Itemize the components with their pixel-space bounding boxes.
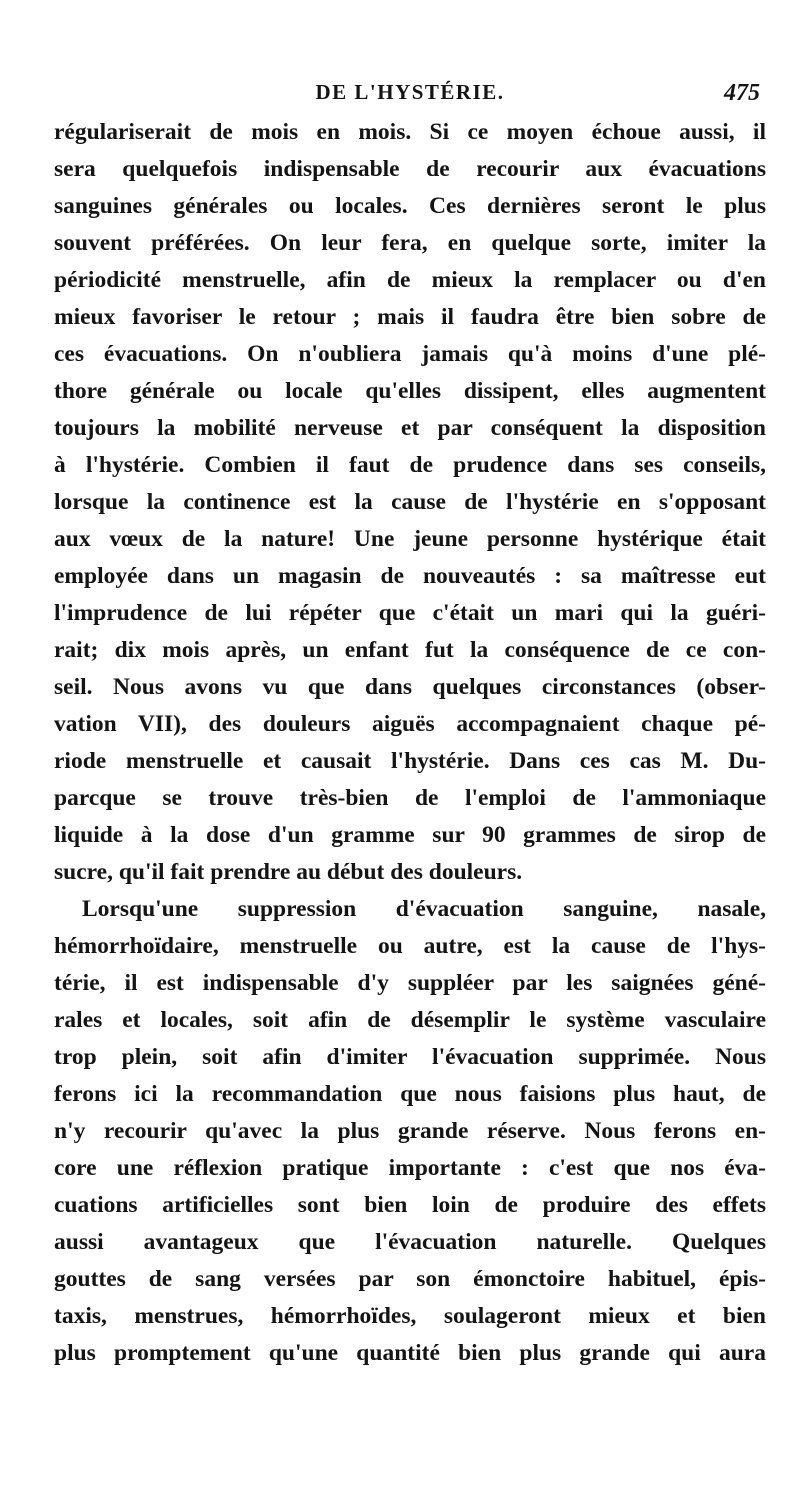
text-line: toujours la mobilité nerveuse et par conséquent la disposition	[54, 415, 766, 441]
text-line: rait; dix mois après, un enfant fut la conséquence de ce con-	[54, 637, 766, 663]
text-line: parcque se trouve très-bien de l'emploi de l'ammoniaque	[54, 785, 766, 811]
text-line: trop plein, soit afin d'imiter l'évacuation supprimée. Nous	[54, 1044, 766, 1070]
text-line: périodicité menstruelle, afin de mieux la remplacer ou d'en	[54, 267, 766, 293]
text-line: n'y recourir qu'avec la plus grande réserve. Nous ferons en-	[54, 1118, 766, 1144]
body-text	[54, 114, 766, 1372]
text-line: vation VII), des douleurs aiguës accompagnaient chaque pé-	[54, 711, 766, 737]
text-line: ces évacuations. On n'oubliera jamais qu'à moins d'une plé-	[54, 341, 766, 367]
text-line: térie, il est indispensable d'y suppléer par les saignées géné-	[54, 970, 766, 996]
text-line: aux vœux de la nature! Une jeune personne hystérique était	[54, 526, 766, 552]
text-line: sanguines générales ou locales. Ces dernières seront le plus	[54, 193, 766, 219]
text-line: plus promptement qu'une quantité bien plus grande qui aura	[54, 1340, 766, 1366]
text-line: régulariserait de mois en mois. Si ce moyen échoue aussi, il	[54, 119, 766, 145]
text-line: Lorsqu'une suppression d'évacuation sanguine, nasale,	[82, 896, 766, 922]
paragraph-1	[54, 114, 766, 891]
text-line: ferons ici la recommandation que nous faisions plus haut, de	[54, 1081, 766, 1107]
text-line: souvent préférées. On leur fera, en quelque sorte, imiter la	[54, 230, 766, 256]
text-line: riode menstruelle et causait l'hystérie. Dans ces cas M. Du-	[54, 748, 766, 774]
text-line: mieux favoriser le retour ; mais il faudra être bien sobre de	[54, 304, 766, 330]
running-title: DE L'HYSTÉRIE.	[315, 80, 505, 104]
text-line: taxis, menstrues, hémorrhoïdes, soulageront mieux et bien	[54, 1303, 766, 1329]
text-line: thore générale ou locale qu'elles dissipent, elles augmentent	[54, 378, 766, 404]
text-line: lorsque la continence est la cause de l'hystérie en s'opposant	[54, 489, 766, 515]
text-line: rales et locales, soit afin de désemplir le système vasculaire	[54, 1007, 766, 1033]
text-line: sucre, qu'il fait prendre au début des douleurs.	[54, 859, 523, 885]
text-line: gouttes de sang versées par son émonctoire habituel, épis-	[54, 1266, 766, 1292]
text-line: l'imprudence de lui répéter que c'était un mari qui la guéri-	[54, 600, 766, 626]
text-line: à l'hystérie. Combien il faut de prudence dans ses conseils,	[54, 452, 766, 478]
paragraph-2	[54, 891, 766, 1372]
text-line: seil. Nous avons vu que dans quelques circonstances (obser-	[54, 674, 766, 700]
text-line: liquide à la dose d'un gramme sur 90 grammes de sirop de	[54, 822, 766, 848]
running-head	[60, 80, 760, 110]
text-line: core une réflexion pratique importante : c'est que nos éva-	[54, 1155, 766, 1181]
text-line: cuations artificielles sont bien loin de produire des effets	[54, 1192, 766, 1218]
text-line: aussi avantageux que l'évacuation naturelle. Quelques	[54, 1229, 766, 1255]
text-line: sera quelquefois indispensable de recourir aux évacuations	[54, 156, 766, 182]
page-number: 475	[724, 80, 760, 106]
text-line: hémorrhoïdaire, menstruelle ou autre, est la cause de l'hys-	[54, 933, 766, 959]
text-line: employée dans un magasin de nouveautés : sa maîtresse eut	[54, 563, 766, 589]
